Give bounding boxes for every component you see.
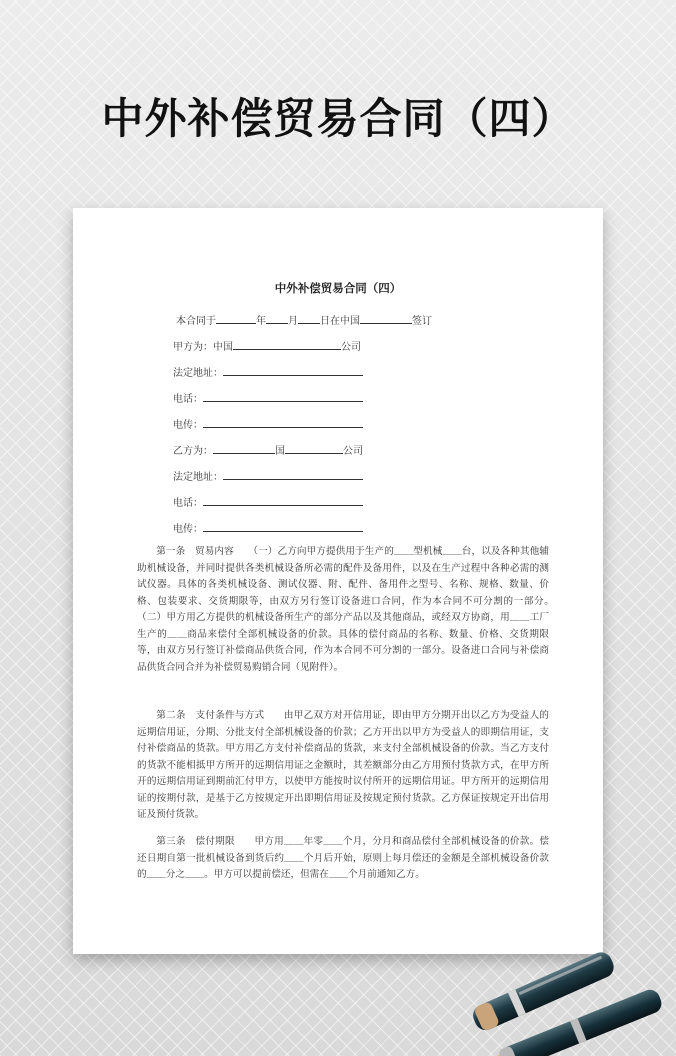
clause-1-text: 第一条 贸易内容 （一）乙方向甲方提供用于生产的＿＿型机械＿＿台，以及各种其他辅助机械设备，并同时提供各类机械设备所必需的配件及备用件，以及在生产过程中各种必需的测试仪器。具体的各类机械设备、测试仪器、附、配件、备用件之型号、名称、规格、数量、价格、包装要求、交货期限等，由双方另行签订设备进口合同，作为本合同不可分割的一部分。 （二）甲方用乙方提供的机械设备所生产的部分产品以及其他商品，或经双方协商，用＿＿工厂生产的＿＿商品来偿付全部机械设备的价款。具体的偿付商品的名称、数量、价格、交货期限等，由双方另行签订补偿商品供货合同，作为本合同不可分割的一部分。设备进口合同与补偿商品供货合同合并为补偿贸易购销合同（见附件）。 (137, 546, 569, 673)
intro-line (176, 312, 432, 327)
page-headline: 中外补偿贸易合同（四） (101, 94, 575, 143)
fountain-pen-icon (455, 940, 676, 1056)
phone-label: 电话： (173, 498, 203, 509)
blank-line (298, 313, 320, 324)
address-label: 法定地址： (173, 472, 223, 483)
party-a-row (173, 338, 361, 353)
intro-prefix: 本合同于 (176, 316, 216, 327)
document-sheet (73, 208, 603, 954)
party-b-label: 乙方为： (173, 446, 213, 457)
clause-2-text: 第二条 支付条件与方式 由甲乙双方对开信用证，即由甲方分期开出以乙方为受益人的远期信用证，分期、分批支付全部机械设备的价款；乙方开出以甲方为受益人的即期信用证，支付补偿商品的货款。甲方用乙方支付补偿商品的货款，来支付全部机械设备的价款。当乙方支付的货款不能相抵甲方所开的远期信用证之金额时，其差额部分由乙方用预付货款方式，在甲方所开的远期信用证到期前汇付甲方，以使甲方能按时议付所开的远期信用证。甲方所开的远期信用证的按期付款，是基于乙方按规定开出即期信用证及按规定预付货款。乙方保证按规定开出信用证及预付货款。 (137, 710, 549, 820)
party-b-row (173, 442, 363, 457)
party-a-address-row (173, 364, 363, 379)
fax-label: 电传： (173, 420, 203, 431)
blank-line (266, 313, 288, 324)
party-b-fax-row (173, 520, 363, 535)
document-title: 中外补偿贸易合同（四） (274, 281, 402, 295)
clause-3 (137, 834, 549, 884)
fax-label: 电传： (173, 524, 203, 535)
blank-line (233, 339, 341, 350)
blank-line (285, 443, 343, 454)
address-label: 法定地址： (173, 368, 223, 379)
party-a-suffix: 公司 (341, 342, 361, 353)
blank-line (223, 469, 363, 480)
party-a-label: 甲方为：中国 (173, 342, 233, 353)
blank-line (203, 521, 363, 532)
clause-1 (137, 544, 569, 676)
blank-line (203, 495, 363, 506)
phone-label: 电话： (173, 394, 203, 405)
intro-year: 年 (256, 316, 266, 327)
party-a-fax-row (173, 416, 363, 431)
clause-2 (137, 708, 549, 824)
blank-line (360, 313, 412, 324)
blank-line (203, 417, 363, 428)
party-b-phone-row (173, 494, 363, 509)
clause-3-text: 第三条 偿付期限 甲方用＿＿年零＿＿个月，分月和商品偿付全部机械设备的价款。偿还日期自第一批机械设备到货后约＿＿个月后开始，原则上每月偿还的金额是全部机械设备价款的＿＿分之＿＿。甲方可以提前偿还，但需在＿＿个月前通知乙方。 (137, 836, 549, 880)
blank-line (213, 443, 275, 454)
party-b-address-row (173, 468, 363, 483)
intro-day-place: 日在中国 (320, 316, 360, 327)
intro-signed: 签订 (412, 316, 432, 327)
party-a-phone-row (173, 390, 363, 405)
blank-line (203, 391, 363, 402)
blank-line (223, 365, 363, 376)
intro-month: 月 (288, 316, 298, 327)
blank-line (216, 313, 256, 324)
party-b-suffix: 公司 (343, 446, 363, 457)
party-b-mid: 国 (275, 446, 285, 457)
